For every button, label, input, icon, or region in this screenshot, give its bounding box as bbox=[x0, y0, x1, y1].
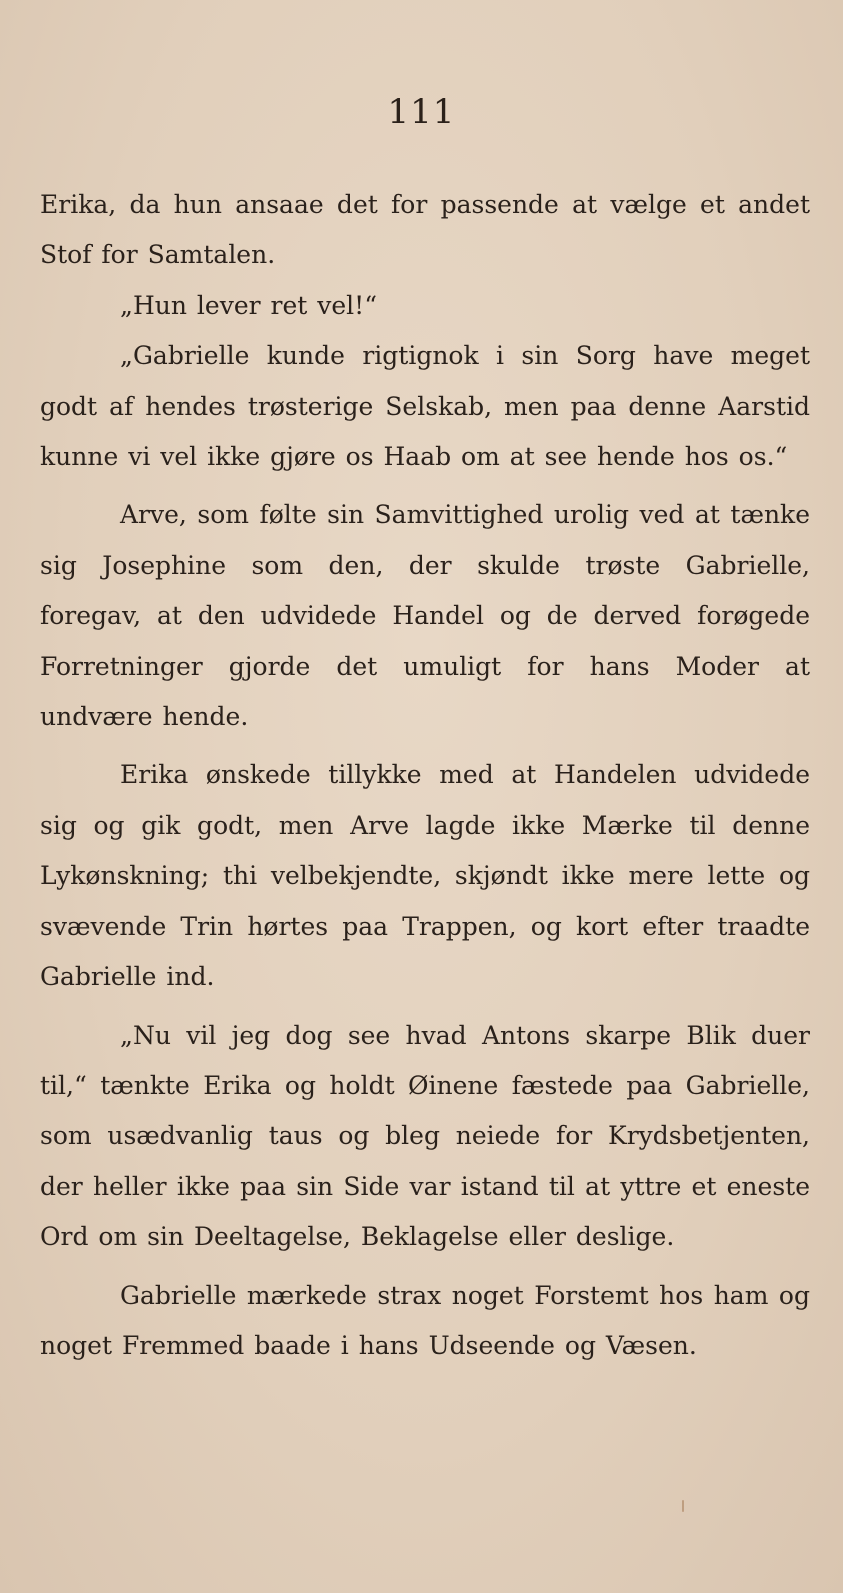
paragraph: Arve, som følte sin Samvittighed urolig ved at tænke sig Josephine som den, der skulde trøste Gabrielle, foregav, at den udvidede Handel og de derved forøgede Forretninger gjorde det umuligt for hans Moder at undvære hende. bbox=[40, 500, 810, 732]
paragraph: „Nu vil jeg dog see hvad Antons skarpe Blik duer til,“ tænkte Erika og holdt Øinene fæstede paa Gabrielle, som usædvanlig taus og bleg neiede for Krydsbetjenten, der heller ikke paa sin Side var istand til at yttre et eneste Ord om sin Deeltagelse, Beklagelse eller deslige. bbox=[40, 1020, 810, 1252]
paragraph: „Hun lever ret vel!“ bbox=[120, 290, 377, 320]
body-text bbox=[40, 180, 810, 1371]
paragraph: Erika ønskede tillykke med at Handelen udvidede sig og gik godt, men Arve lagde ikke Mærke til denne Lykønskning; thi velbekjendte, skjøndt ikke mere lette og svævende Trin hørtes paa Trappen, og kort efter traadte Gabrielle ind. bbox=[40, 760, 810, 992]
paragraph: Erika, da hun ansaae det for passende at vælge et andet Stof for Samtalen. bbox=[40, 190, 810, 270]
paragraph: Gabrielle mærkede strax noget Forstemt hos ham og noget Fremmed baade i hans Udseende og Væsen. bbox=[40, 1280, 810, 1360]
paragraph: „Gabrielle kunde rigtignok i sin Sorg have meget godt af hendes trøsterige Selskab, men paa denne Aarstid kunne vi vel ikke gjøre os Haab om at see hende hos os.“ bbox=[40, 341, 810, 472]
page-number: 111 bbox=[387, 92, 456, 132]
paper-speck bbox=[682, 1500, 684, 1512]
